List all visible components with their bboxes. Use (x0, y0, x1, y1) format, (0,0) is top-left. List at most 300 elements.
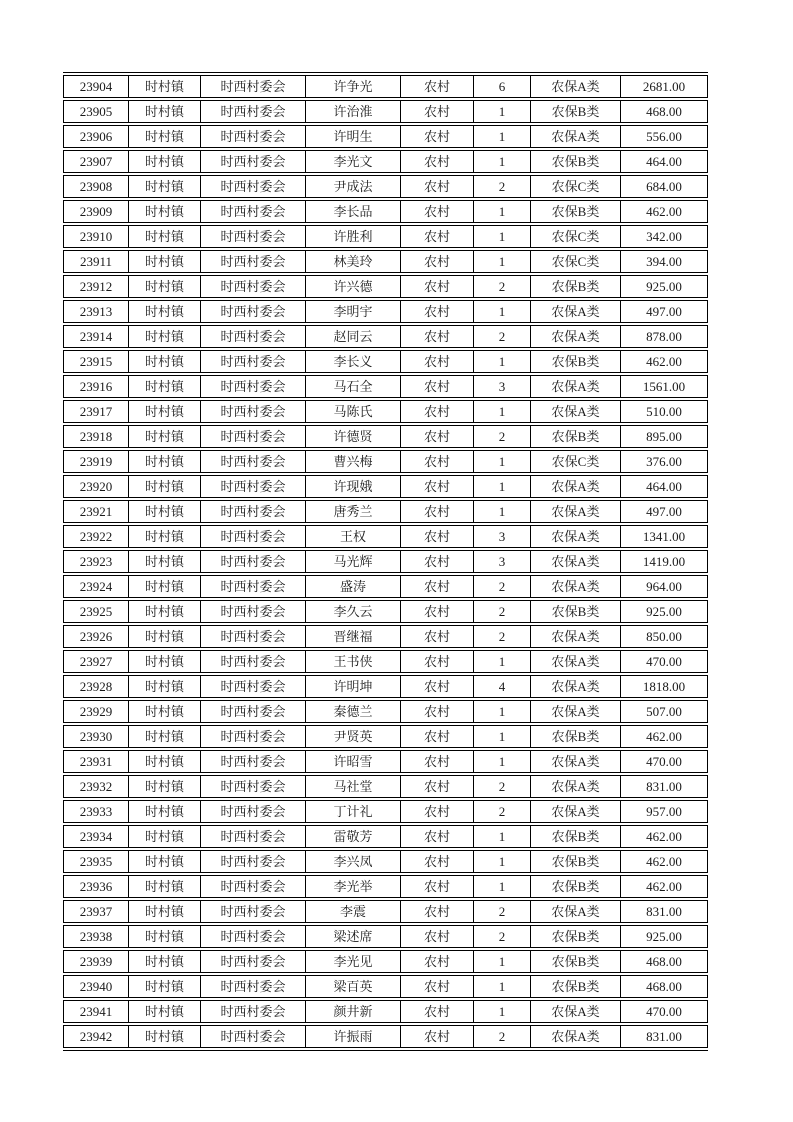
table-cell-insurance_category: 农保A类 (531, 674, 621, 699)
table-cell-household_type: 农村 (401, 749, 474, 774)
table-cell-person_count: 3 (474, 549, 531, 574)
table-cell-person_count: 1 (474, 649, 531, 674)
table-row (64, 674, 708, 699)
records-table-body (64, 74, 708, 1049)
table-cell-amount: 850.00 (621, 624, 708, 649)
table-cell-village_committee: 时西村委会 (201, 624, 306, 649)
table-cell-name: 马石全 (306, 374, 401, 399)
table-cell-town: 时村镇 (129, 874, 201, 899)
table-cell-insurance_category: 农保B类 (531, 99, 621, 124)
table-cell-serial_no: 23922 (64, 524, 129, 549)
table-cell-serial_no: 23904 (64, 74, 129, 99)
table-row (64, 874, 708, 899)
table-cell-insurance_category: 农保A类 (531, 549, 621, 574)
table-row (64, 774, 708, 799)
table-cell-name: 秦德兰 (306, 699, 401, 724)
table-cell-serial_no: 23909 (64, 199, 129, 224)
table-cell-amount: 462.00 (621, 874, 708, 899)
table-cell-insurance_category: 农保A类 (531, 624, 621, 649)
table-row (64, 649, 708, 674)
table-cell-amount: 470.00 (621, 749, 708, 774)
table-cell-serial_no: 23927 (64, 649, 129, 674)
table-row (64, 299, 708, 324)
table-cell-amount: 895.00 (621, 424, 708, 449)
table-cell-name: 曹兴梅 (306, 449, 401, 474)
table-cell-village_committee: 时西村委会 (201, 174, 306, 199)
table-cell-insurance_category: 农保B类 (531, 424, 621, 449)
table-cell-serial_no: 23906 (64, 124, 129, 149)
table-cell-village_committee: 时西村委会 (201, 599, 306, 624)
table-cell-household_type: 农村 (401, 524, 474, 549)
table-cell-village_committee: 时西村委会 (201, 324, 306, 349)
table-cell-town: 时村镇 (129, 399, 201, 424)
table-cell-person_count: 2 (474, 274, 531, 299)
table-cell-person_count: 1 (474, 224, 531, 249)
table-cell-serial_no: 23928 (64, 674, 129, 699)
table-cell-name: 李震 (306, 899, 401, 924)
table-cell-insurance_category: 农保B类 (531, 824, 621, 849)
table-cell-name: 李长义 (306, 349, 401, 374)
table-cell-town: 时村镇 (129, 199, 201, 224)
table-cell-serial_no: 23908 (64, 174, 129, 199)
table-cell-household_type: 农村 (401, 574, 474, 599)
table-cell-insurance_category: 农保A类 (531, 399, 621, 424)
table-cell-person_count: 2 (474, 924, 531, 949)
table-cell-village_committee: 时西村委会 (201, 699, 306, 724)
table-cell-town: 时村镇 (129, 824, 201, 849)
table-row (64, 399, 708, 424)
table-cell-village_committee: 时西村委会 (201, 499, 306, 524)
table-cell-household_type: 农村 (401, 124, 474, 149)
table-cell-village_committee: 时西村委会 (201, 524, 306, 549)
table-cell-amount: 394.00 (621, 249, 708, 274)
table-cell-insurance_category: 农保A类 (531, 324, 621, 349)
table-cell-town: 时村镇 (129, 899, 201, 924)
table-cell-household_type: 农村 (401, 899, 474, 924)
table-cell-household_type: 农村 (401, 424, 474, 449)
table-cell-serial_no: 23915 (64, 349, 129, 374)
table-cell-town: 时村镇 (129, 349, 201, 374)
table-cell-person_count: 1 (474, 499, 531, 524)
table-row (64, 249, 708, 274)
table-cell-person_count: 1 (474, 149, 531, 174)
table-cell-amount: 470.00 (621, 999, 708, 1024)
table-row (64, 624, 708, 649)
table-cell-household_type: 农村 (401, 799, 474, 824)
table-cell-household_type: 农村 (401, 949, 474, 974)
table-cell-amount: 831.00 (621, 899, 708, 924)
table-cell-person_count: 1 (474, 699, 531, 724)
table-row (64, 724, 708, 749)
table-row (64, 849, 708, 874)
table-cell-insurance_category: 农保A类 (531, 499, 621, 524)
table-cell-name: 李长品 (306, 199, 401, 224)
table-cell-household_type: 农村 (401, 499, 474, 524)
table-cell-household_type: 农村 (401, 174, 474, 199)
table-cell-name: 许胜利 (306, 224, 401, 249)
table-cell-serial_no: 23935 (64, 849, 129, 874)
table-cell-household_type: 农村 (401, 549, 474, 574)
table-cell-serial_no: 23925 (64, 599, 129, 624)
table-cell-insurance_category: 农保B类 (531, 974, 621, 999)
table-cell-person_count: 1 (474, 749, 531, 774)
table-row (64, 124, 708, 149)
table-cell-serial_no: 23907 (64, 149, 129, 174)
table-cell-village_committee: 时西村委会 (201, 424, 306, 449)
table-cell-household_type: 农村 (401, 324, 474, 349)
table-cell-insurance_category: 农保A类 (531, 899, 621, 924)
table-cell-name: 马社堂 (306, 774, 401, 799)
table-cell-amount: 957.00 (621, 799, 708, 824)
table-row (64, 699, 708, 724)
table-cell-insurance_category: 农保A类 (531, 1024, 621, 1049)
table-cell-village_committee: 时西村委会 (201, 149, 306, 174)
table-cell-name: 许振雨 (306, 1024, 401, 1049)
table-row (64, 749, 708, 774)
table-cell-village_committee: 时西村委会 (201, 999, 306, 1024)
table-cell-serial_no: 23941 (64, 999, 129, 1024)
table-cell-person_count: 3 (474, 524, 531, 549)
table-cell-amount: 964.00 (621, 574, 708, 599)
table-cell-serial_no: 23929 (64, 699, 129, 724)
table-cell-household_type: 农村 (401, 74, 474, 99)
table-row (64, 524, 708, 549)
table-row (64, 374, 708, 399)
table-cell-town: 时村镇 (129, 74, 201, 99)
table-row (64, 949, 708, 974)
table-cell-town: 时村镇 (129, 149, 201, 174)
table-row (64, 199, 708, 224)
table-cell-amount: 468.00 (621, 949, 708, 974)
table-cell-serial_no: 23936 (64, 874, 129, 899)
table-cell-name: 李明宇 (306, 299, 401, 324)
table-cell-name: 许明坤 (306, 674, 401, 699)
table-cell-person_count: 2 (474, 1024, 531, 1049)
table-cell-town: 时村镇 (129, 1024, 201, 1049)
table-cell-name: 尹成法 (306, 174, 401, 199)
table-cell-town: 时村镇 (129, 274, 201, 299)
table-cell-serial_no: 23932 (64, 774, 129, 799)
table-cell-insurance_category: 农保A类 (531, 799, 621, 824)
table-cell-person_count: 2 (474, 324, 531, 349)
table-cell-person_count: 1 (474, 474, 531, 499)
table-cell-insurance_category: 农保A类 (531, 699, 621, 724)
table-cell-village_committee: 时西村委会 (201, 749, 306, 774)
table-cell-town: 时村镇 (129, 99, 201, 124)
table-cell-town: 时村镇 (129, 999, 201, 1024)
table-row (64, 599, 708, 624)
table-cell-name: 梁百英 (306, 974, 401, 999)
table-cell-household_type: 农村 (401, 774, 474, 799)
table-cell-name: 李光文 (306, 149, 401, 174)
table-cell-amount: 925.00 (621, 924, 708, 949)
table-cell-household_type: 农村 (401, 974, 474, 999)
table-cell-person_count: 1 (474, 399, 531, 424)
table-cell-name: 赵同云 (306, 324, 401, 349)
table-cell-village_committee: 时西村委会 (201, 674, 306, 699)
table-cell-town: 时村镇 (129, 449, 201, 474)
table-cell-name: 雷敬芳 (306, 824, 401, 849)
table-cell-insurance_category: 农保A类 (531, 74, 621, 99)
table-cell-insurance_category: 农保A类 (531, 474, 621, 499)
table-cell-serial_no: 23930 (64, 724, 129, 749)
table-cell-amount: 507.00 (621, 699, 708, 724)
table-cell-name: 盛涛 (306, 574, 401, 599)
table-cell-insurance_category: 农保B类 (531, 274, 621, 299)
table-cell-amount: 497.00 (621, 499, 708, 524)
table-cell-serial_no: 23919 (64, 449, 129, 474)
table-cell-name: 许昭雪 (306, 749, 401, 774)
table-cell-person_count: 2 (474, 424, 531, 449)
table-cell-serial_no: 23913 (64, 299, 129, 324)
table-cell-person_count: 1 (474, 849, 531, 874)
table-cell-person_count: 1 (474, 349, 531, 374)
table-cell-insurance_category: 农保A类 (531, 999, 621, 1024)
table-cell-village_committee: 时西村委会 (201, 274, 306, 299)
table-cell-insurance_category: 农保C类 (531, 449, 621, 474)
table-row (64, 999, 708, 1024)
table-cell-serial_no: 23918 (64, 424, 129, 449)
table-cell-household_type: 农村 (401, 649, 474, 674)
table-cell-serial_no: 23921 (64, 499, 129, 524)
table-cell-insurance_category: 农保B类 (531, 149, 621, 174)
table-cell-insurance_category: 农保B类 (531, 849, 621, 874)
table-cell-town: 时村镇 (129, 774, 201, 799)
table-cell-household_type: 农村 (401, 399, 474, 424)
table-cell-village_committee: 时西村委会 (201, 99, 306, 124)
table-cell-name: 李光见 (306, 949, 401, 974)
table-cell-village_committee: 时西村委会 (201, 649, 306, 674)
table-cell-person_count: 2 (474, 799, 531, 824)
table-cell-household_type: 农村 (401, 849, 474, 874)
table-cell-person_count: 2 (474, 899, 531, 924)
table-cell-insurance_category: 农保A类 (531, 524, 621, 549)
table-cell-person_count: 3 (474, 374, 531, 399)
table-cell-village_committee: 时西村委会 (201, 299, 306, 324)
table-row (64, 224, 708, 249)
table-cell-insurance_category: 农保A类 (531, 749, 621, 774)
table-cell-insurance_category: 农保B类 (531, 724, 621, 749)
table-cell-serial_no: 23911 (64, 249, 129, 274)
table-cell-household_type: 农村 (401, 924, 474, 949)
table-cell-serial_no: 23917 (64, 399, 129, 424)
table-cell-village_committee: 时西村委会 (201, 349, 306, 374)
table-cell-household_type: 农村 (401, 724, 474, 749)
table-cell-town: 时村镇 (129, 849, 201, 874)
table-cell-household_type: 农村 (401, 624, 474, 649)
table-cell-serial_no: 23931 (64, 749, 129, 774)
table-cell-village_committee: 时西村委会 (201, 949, 306, 974)
table-cell-person_count: 1 (474, 249, 531, 274)
table-cell-household_type: 农村 (401, 999, 474, 1024)
table-row (64, 924, 708, 949)
table-cell-town: 时村镇 (129, 749, 201, 774)
table-cell-village_committee: 时西村委会 (201, 874, 306, 899)
table-cell-person_count: 2 (474, 574, 531, 599)
table-cell-household_type: 农村 (401, 1024, 474, 1049)
table-cell-town: 时村镇 (129, 924, 201, 949)
table-cell-amount: 468.00 (621, 974, 708, 999)
table-row (64, 449, 708, 474)
table-cell-insurance_category: 农保A类 (531, 649, 621, 674)
table-cell-person_count: 6 (474, 74, 531, 99)
table-cell-town: 时村镇 (129, 674, 201, 699)
table-cell-amount: 376.00 (621, 449, 708, 474)
table-cell-household_type: 农村 (401, 449, 474, 474)
table-cell-village_committee: 时西村委会 (201, 124, 306, 149)
table-cell-town: 时村镇 (129, 699, 201, 724)
table-row (64, 1024, 708, 1049)
table-cell-insurance_category: 农保A类 (531, 574, 621, 599)
table-cell-household_type: 农村 (401, 699, 474, 724)
table-cell-town: 时村镇 (129, 424, 201, 449)
table-cell-town: 时村镇 (129, 599, 201, 624)
table-row (64, 274, 708, 299)
table-cell-household_type: 农村 (401, 99, 474, 124)
table-cell-name: 晋继福 (306, 624, 401, 649)
table-cell-amount: 684.00 (621, 174, 708, 199)
table-cell-amount: 497.00 (621, 299, 708, 324)
table-cell-insurance_category: 农保B类 (531, 874, 621, 899)
table-row (64, 799, 708, 824)
table-cell-village_committee: 时西村委会 (201, 449, 306, 474)
table-cell-serial_no: 23938 (64, 924, 129, 949)
table-row (64, 499, 708, 524)
table-row (64, 99, 708, 124)
table-cell-town: 时村镇 (129, 224, 201, 249)
table-cell-serial_no: 23916 (64, 374, 129, 399)
table-cell-person_count: 2 (474, 599, 531, 624)
table-cell-household_type: 农村 (401, 599, 474, 624)
table-row (64, 974, 708, 999)
table-cell-name: 李光举 (306, 874, 401, 899)
table-row (64, 474, 708, 499)
table-row (64, 74, 708, 99)
table-cell-town: 时村镇 (129, 549, 201, 574)
table-cell-town: 时村镇 (129, 974, 201, 999)
table-cell-household_type: 农村 (401, 349, 474, 374)
table-cell-town: 时村镇 (129, 174, 201, 199)
table-row (64, 324, 708, 349)
table-row (64, 824, 708, 849)
table-cell-household_type: 农村 (401, 299, 474, 324)
table-cell-name: 唐秀兰 (306, 499, 401, 524)
table-cell-household_type: 农村 (401, 474, 474, 499)
table-cell-insurance_category: 农保C类 (531, 249, 621, 274)
table-cell-name: 许明生 (306, 124, 401, 149)
table-row (64, 174, 708, 199)
table-cell-town: 时村镇 (129, 724, 201, 749)
table-cell-amount: 878.00 (621, 324, 708, 349)
table-cell-person_count: 2 (474, 774, 531, 799)
table-cell-name: 李兴凤 (306, 849, 401, 874)
table-cell-amount: 1341.00 (621, 524, 708, 549)
table-cell-village_committee: 时西村委会 (201, 549, 306, 574)
table-cell-household_type: 农村 (401, 149, 474, 174)
table-row (64, 899, 708, 924)
table-cell-name: 李久云 (306, 599, 401, 624)
table-cell-household_type: 农村 (401, 249, 474, 274)
table-cell-serial_no: 23933 (64, 799, 129, 824)
table-cell-household_type: 农村 (401, 674, 474, 699)
table-cell-village_committee: 时西村委会 (201, 249, 306, 274)
table-cell-amount: 831.00 (621, 774, 708, 799)
table-cell-village_committee: 时西村委会 (201, 1024, 306, 1049)
table-cell-insurance_category: 农保A类 (531, 774, 621, 799)
table-cell-village_committee: 时西村委会 (201, 574, 306, 599)
table-cell-household_type: 农村 (401, 374, 474, 399)
table-cell-serial_no: 23934 (64, 824, 129, 849)
table-cell-person_count: 4 (474, 674, 531, 699)
table-cell-name: 梁述席 (306, 924, 401, 949)
table-cell-amount: 462.00 (621, 349, 708, 374)
table-cell-name: 许治淮 (306, 99, 401, 124)
table-cell-town: 时村镇 (129, 649, 201, 674)
table-cell-town: 时村镇 (129, 949, 201, 974)
table-cell-person_count: 1 (474, 874, 531, 899)
table-cell-town: 时村镇 (129, 124, 201, 149)
table-cell-person_count: 1 (474, 974, 531, 999)
table-cell-amount: 464.00 (621, 474, 708, 499)
table-cell-village_committee: 时西村委会 (201, 849, 306, 874)
table-cell-name: 许争光 (306, 74, 401, 99)
table-cell-amount: 831.00 (621, 1024, 708, 1049)
table-cell-person_count: 1 (474, 199, 531, 224)
table-cell-name: 丁计礼 (306, 799, 401, 824)
table-cell-person_count: 1 (474, 299, 531, 324)
table-cell-town: 时村镇 (129, 574, 201, 599)
table-cell-insurance_category: 农保B类 (531, 199, 621, 224)
table-cell-amount: 925.00 (621, 599, 708, 624)
table-cell-amount: 464.00 (621, 149, 708, 174)
table-cell-amount: 556.00 (621, 124, 708, 149)
table-cell-name: 马陈氏 (306, 399, 401, 424)
table-cell-amount: 462.00 (621, 199, 708, 224)
table-cell-amount: 1419.00 (621, 549, 708, 574)
table-row (64, 424, 708, 449)
table-cell-serial_no: 23912 (64, 274, 129, 299)
table-cell-village_committee: 时西村委会 (201, 799, 306, 824)
table-cell-amount: 462.00 (621, 824, 708, 849)
table-cell-name: 尹贤英 (306, 724, 401, 749)
table-cell-village_committee: 时西村委会 (201, 724, 306, 749)
table-cell-town: 时村镇 (129, 299, 201, 324)
table-cell-household_type: 农村 (401, 199, 474, 224)
table-cell-village_committee: 时西村委会 (201, 774, 306, 799)
table-cell-insurance_category: 农保C类 (531, 224, 621, 249)
table-cell-town: 时村镇 (129, 524, 201, 549)
table-cell-household_type: 农村 (401, 874, 474, 899)
table-cell-amount: 470.00 (621, 649, 708, 674)
table-cell-person_count: 1 (474, 124, 531, 149)
table-cell-name: 颜井新 (306, 999, 401, 1024)
table-cell-insurance_category: 农保A类 (531, 124, 621, 149)
table-cell-amount: 342.00 (621, 224, 708, 249)
table-cell-person_count: 1 (474, 724, 531, 749)
table-cell-village_committee: 时西村委会 (201, 474, 306, 499)
table-cell-insurance_category: 农保C类 (531, 174, 621, 199)
table-cell-amount: 1818.00 (621, 674, 708, 699)
table-cell-serial_no: 23926 (64, 624, 129, 649)
table-cell-person_count: 1 (474, 824, 531, 849)
table-cell-town: 时村镇 (129, 324, 201, 349)
table-cell-name: 许德贤 (306, 424, 401, 449)
table-cell-name: 马光辉 (306, 549, 401, 574)
table-cell-town: 时村镇 (129, 624, 201, 649)
table-cell-insurance_category: 农保B类 (531, 599, 621, 624)
table-cell-amount: 2681.00 (621, 74, 708, 99)
table-cell-village_committee: 时西村委会 (201, 399, 306, 424)
